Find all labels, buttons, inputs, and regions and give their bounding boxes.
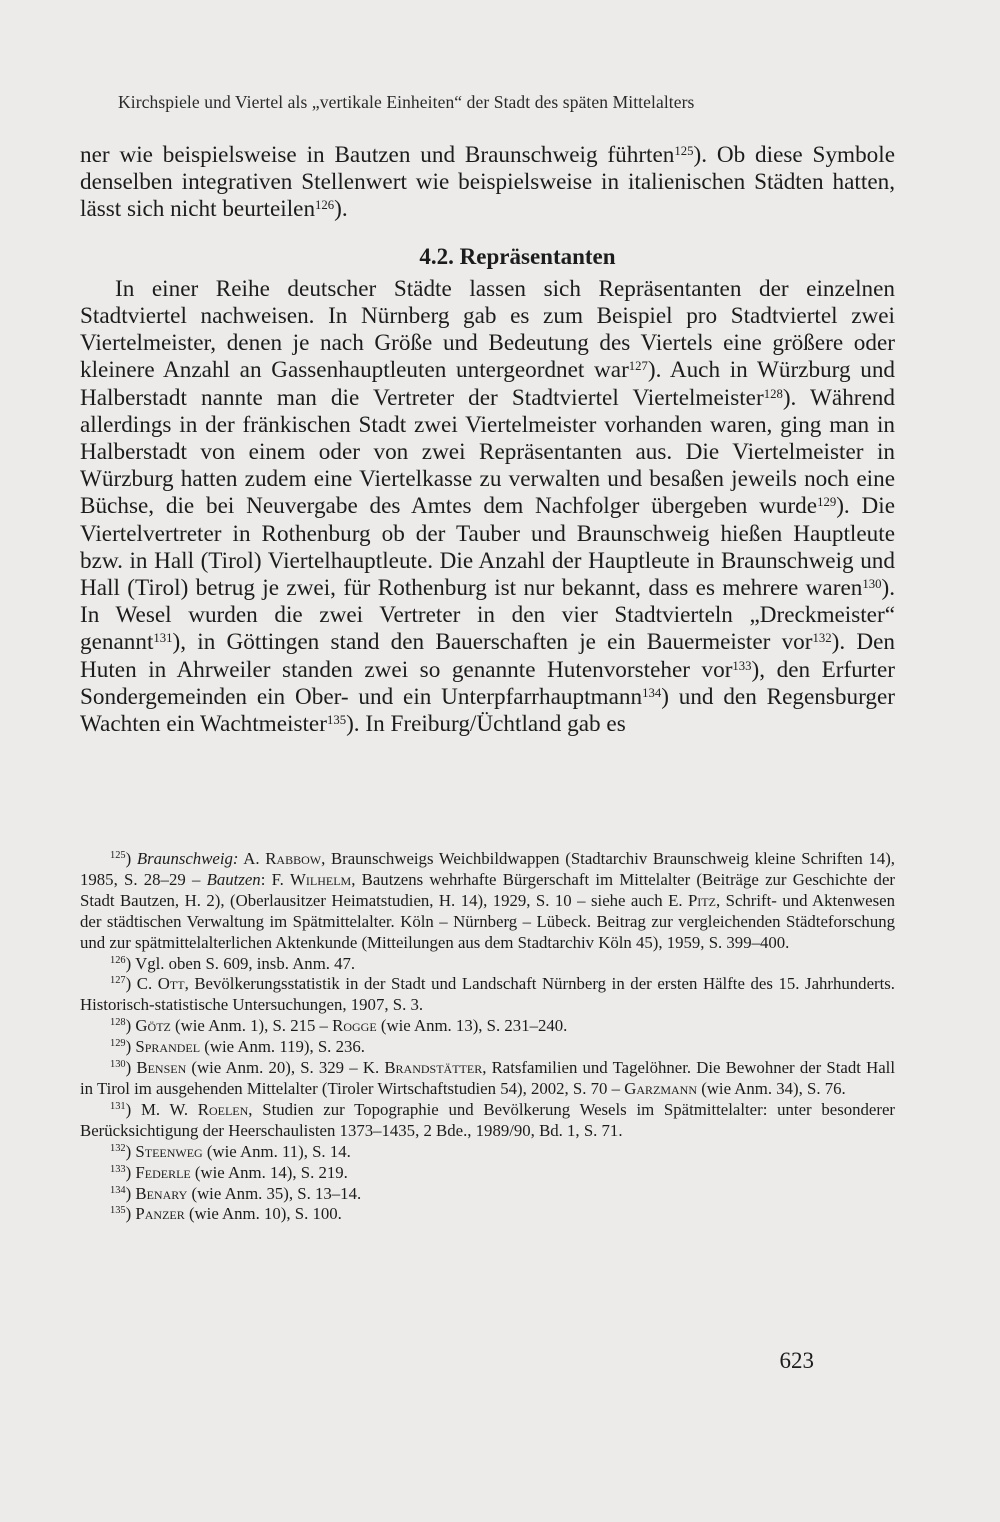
text-run: , Schrift- und Aktenwesen der städtischen Verwaltung im Spätmittelalter. Köln – Nürnberg – Lübeck. Beitrag zur vergleichenden Städteforschung und zur spätmittelalterlichen Aktenkunde (Mitteilungen aus dem Stadtarchiv Köln 45), 1959, S. 399–400. <box>80 890 895 952</box>
text-run: (wie Anm. 13), S. 231–240. <box>376 1016 568 1036</box>
text-run: ). Während allerdings in der fränkischen Stadt zwei Viertelmeister vorhanden waren, ging man in Halberstadt von einem oder von zwei Repräsentanten aus. Die Viertelmeister in Würzburg hatten zudem eine Viertelkasse zu verwalten und besaßen jeweils noch eine Büchse, die bei Neuvergabe des Amtes dem Nachfolger übergeben wurde <box>80 384 895 520</box>
text-run: (wie Anm. 34), S. 76. <box>697 1078 846 1098</box>
footnote-ref-129[interactable]: 129 <box>817 495 837 510</box>
text-run: (wie Anm. 11), S. 14. <box>202 1141 351 1161</box>
text-run: ). Auch in Würzburg und Halberstadt nannte man die Vertreter der Stadtviertel Viertelmeister <box>80 357 896 411</box>
running-head: Kirchspiele und Viertel als „vertikale Einheiten“ der Stadt des späten Mittelalters <box>118 92 695 112</box>
footnote-135 <box>80 1204 895 1225</box>
author-name: Ott <box>157 974 185 994</box>
footnote-129 <box>80 1037 895 1058</box>
footnote-ref-131[interactable]: 131 <box>153 631 173 646</box>
italic-term: Braunschweig: <box>136 849 239 868</box>
footnote-number: 129 <box>110 1037 126 1049</box>
author-name: Wilhelm <box>290 869 352 889</box>
text-run: , Braunschweigs Weichbildwappen (Stadtarchiv Braunschweig kleine Schriften 14), 1985, S. 28–29 – <box>80 849 896 889</box>
text-run: ) <box>125 1183 136 1203</box>
page-number: 623 <box>779 1348 814 1373</box>
footnote-127 <box>80 974 895 1016</box>
footnote-number: 126 <box>110 954 126 966</box>
footnote-128 <box>80 1016 895 1037</box>
text-run: ). Die Viertelvertreter in Rothenburg ob der Tauber und Braunschweig hießen Hauptleute bzw. in Hall (Tirol) Viertelhauptleute. Die Anzahl der Hauptleute in Braunschweig und Hall (Tirol) betrug je zwei, für Rothenburg ist nur bekannt, dass es mehrere waren <box>80 493 895 602</box>
author-name: Garzmann <box>624 1078 697 1098</box>
author-name: Rabbow <box>265 849 322 868</box>
text-run: , Studien zur Topographie und Bevölkerung Wesels im Spätmittelalter: unter besonderer Berücksichtigung der Heerschaulisten 1373–1435, 2 Bde., 1989/90, Bd. 1, S. 71. <box>80 1099 895 1140</box>
text-run: ). In Wesel wurden die zwei Vertreter in den vier Stadtvierteln „Dreckmeister“ genannt <box>80 575 895 656</box>
text-run: In einer Reihe deutscher Städte lassen sich Repräsentanten der einzelnen Stadtviertel nachweisen. In Nürnberg gab es zum Beispiel pro Stadtviertel zwei Viertelmeister, denen je nach Größe und Bedeutung des Viertels eine größere oder kleinere Anzahl an Gassenhauptleuten untergeordnet war <box>80 275 895 384</box>
text-run: ) <box>125 1037 136 1057</box>
footnote-ref-134[interactable]: 134 <box>642 685 662 700</box>
footnote-132 <box>80 1142 895 1163</box>
text-run: ) <box>125 1162 136 1182</box>
author-name: Bensen <box>136 1058 187 1078</box>
text-run: ), in Göttingen stand den Bauerschaften je ein Bauermeister vor <box>172 629 813 656</box>
footnote-number: 134 <box>110 1184 126 1196</box>
footnote-number: 132 <box>110 1142 126 1154</box>
author-name: Rogge <box>332 1016 377 1036</box>
text-run: (wie Anm. 14), S. 219. <box>190 1162 348 1182</box>
text-run: ). Den Huten in Ahrweiler standen zwei so genannte Hutenvorsteher vor <box>80 629 896 683</box>
footnote-ref-135[interactable]: 135 <box>326 713 347 728</box>
text-run: , Ratsfamilien und Tagelöhner. Die Bewohner der Stadt Hall in Tirol im ausgehenden Mittelalter (Tiroler Wirtschaftstudien 54), 2002, S. 70 – <box>80 1058 895 1098</box>
author-name: Roelen <box>197 1099 249 1119</box>
text-run: : F. <box>260 869 291 889</box>
text-run: (wie Anm. 10), S. 100. <box>184 1204 342 1224</box>
text-run: (wie Anm. 20), S. 329 – K. <box>186 1058 385 1078</box>
author-name: Pitz <box>687 890 716 910</box>
author-name: Benary <box>135 1183 188 1203</box>
text-run: ) M. W. <box>125 1099 198 1119</box>
footnotes <box>80 849 895 1225</box>
footnote-126 <box>80 954 895 975</box>
text-run: ). In Freiburg/Üchtland gab es <box>346 711 626 738</box>
footnote-number: 128 <box>110 1017 126 1029</box>
text-run: ). <box>334 196 348 223</box>
footnote-ref-126[interactable]: 126 <box>315 198 335 213</box>
author-name: Brandstätter <box>384 1058 483 1078</box>
text-run: ) C. <box>125 974 158 994</box>
author-name: Sprandel <box>135 1037 201 1057</box>
text-run: ), den Erfurter Sondergemeinden ein Ober- und ein Unterpfarrhauptmann <box>80 656 895 710</box>
text-run: ) <box>125 849 137 868</box>
text-run: (wie Anm. 1), S. 215 – <box>170 1016 333 1036</box>
main-text <box>80 142 895 738</box>
section-heading: 4.2. Repräsentanten <box>419 243 616 269</box>
italic-term: Bautzen <box>206 869 261 889</box>
footnote-number: 125 <box>110 849 126 861</box>
text-run: ) <box>125 1141 136 1161</box>
text-run: ). Ob diese Symbole denselben integrativen Stellenwert wie beispielsweise in italienischen Städten hatten, lässt sich nicht beurteilen <box>80 142 895 223</box>
footnote-131 <box>80 1100 895 1142</box>
footnote-number: 131 <box>110 1100 126 1112</box>
text-run: , Bevölkerungsstatistik in der Stadt und Landschaft Nürnberg in der ersten Hälfte des 15. Jahrhunderts. Historisch-statistische Untersuchungen, 1907, S. 3. <box>80 974 895 1015</box>
text-run: (wie Anm. 119), S. 236. <box>200 1037 365 1057</box>
footnote-ref-128[interactable]: 128 <box>763 386 783 401</box>
author-name: Federle <box>135 1162 191 1182</box>
footnote-number: 133 <box>110 1163 126 1175</box>
paragraph-2 <box>80 276 895 738</box>
text-run: ) <box>125 1058 137 1078</box>
footnote-number: 127 <box>110 975 126 987</box>
text-run: ) <box>125 1016 136 1036</box>
footnote-ref-132[interactable]: 132 <box>812 631 832 646</box>
footnote-number: 130 <box>110 1058 126 1070</box>
footnote-130 <box>80 1058 895 1100</box>
text-run: ) und den Regensburger Wachten ein Wachtmeister <box>80 683 896 738</box>
text-run: ner wie beispielsweise in Bautzen und Braunschweig führten <box>80 142 675 168</box>
footnote-ref-125[interactable]: 125 <box>674 143 694 158</box>
footnote-134 <box>80 1184 895 1205</box>
paragraph-1 <box>80 142 895 224</box>
text-run: , Bautzens wehrhafte Bürgerschaft im Mittelalter (Beiträge zur Geschichte der Stadt Bautzen, H. 2), (Oberlausitzer Heimatstudien, H. 14), 1929, S. 10 – siehe auch E. <box>80 869 895 910</box>
author-name: Panzer <box>135 1204 185 1224</box>
footnote-ref-133[interactable]: 133 <box>732 658 752 673</box>
footnote-ref-127[interactable]: 127 <box>628 359 648 374</box>
text-run: ) <box>125 1204 136 1224</box>
footnote-ref-130[interactable]: 130 <box>862 577 882 592</box>
footnote-number: 135 <box>110 1205 126 1217</box>
author-name: Götz <box>135 1016 171 1036</box>
author-name: Steenweg <box>135 1141 203 1161</box>
text-run: (wie Anm. 35), S. 13–14. <box>187 1183 362 1203</box>
footnote-133 <box>80 1163 895 1184</box>
footnote-125 <box>80 849 895 954</box>
text-run: A. <box>238 849 266 868</box>
text-run: ) Vgl. oben S. 609, insb. Anm. 47. <box>125 953 356 973</box>
